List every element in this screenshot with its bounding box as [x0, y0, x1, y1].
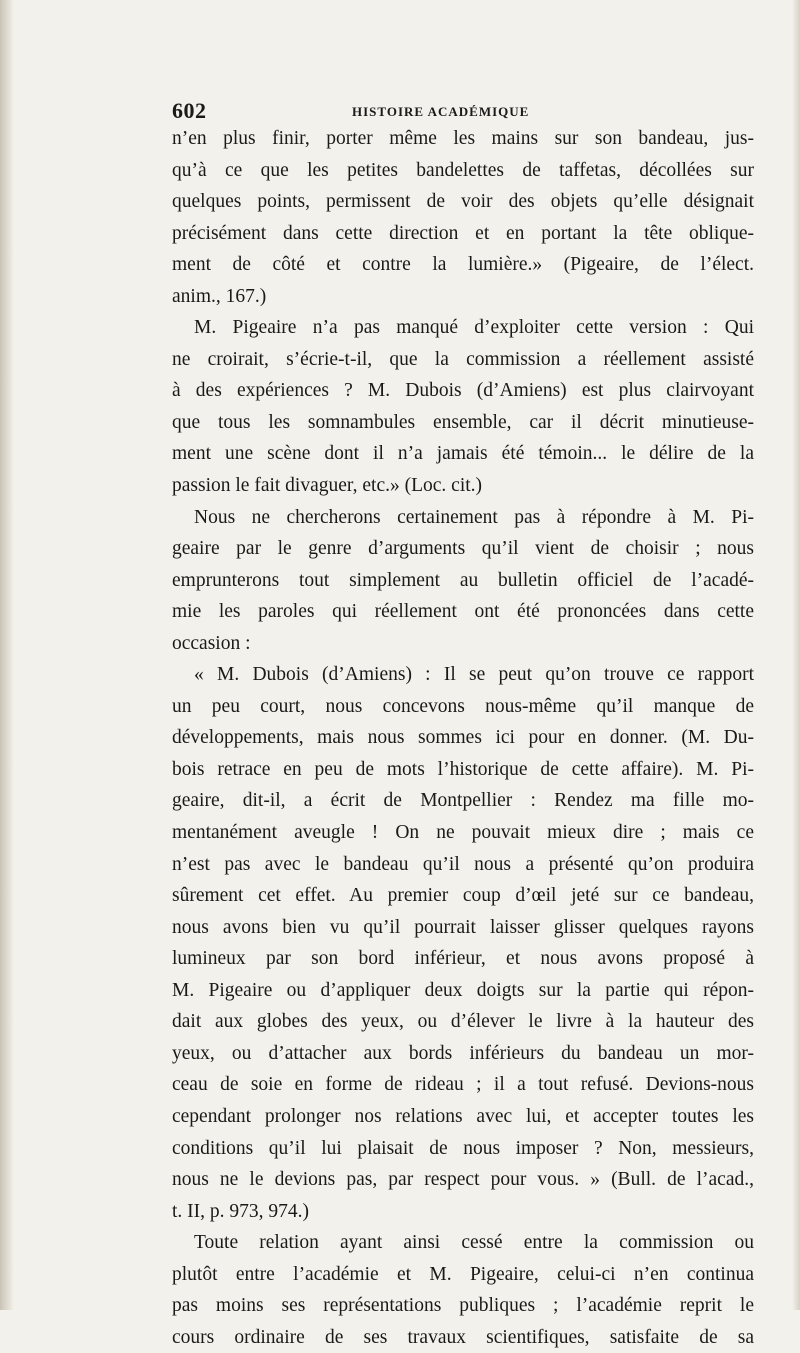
text-line: pas moins ses représentations publiques ; l’académie reprit le [172, 1295, 754, 1317]
text-line: geaire, dit-il, a écrit de Montpellier : Rendez ma fille mo- [172, 790, 754, 812]
text-line: mentanément aveugle ! On ne pouvait mieux dire ; mais ce [172, 822, 754, 844]
text-line: emprunterons tout simplement au bulletin officiel de l’acadé- [172, 569, 754, 591]
text-line: Nous ne chercherons certainement pas à répondre à M. Pi- [194, 506, 754, 528]
text-line: M. Pigeaire n’a pas manqué d’exploiter cette version : Qui [194, 317, 754, 339]
text-line: cependant prolonger nos relations avec lui, et accepter toutes les [172, 1105, 754, 1127]
text-line: ceau de soie en forme de rideau ; il a tout refusé. Devions-nous [172, 1074, 754, 1096]
text-line: ne croirait, s’écrie-t-il, que la commission a réellement assisté [172, 348, 754, 370]
running-head [0, 100, 800, 124]
text-line: plutôt entre l’académie et M. Pigeaire, celui-ci n’en continua [172, 1263, 754, 1285]
text-line: cours ordinaire de ses travaux scientifiques, satisfaite de sa [172, 1326, 754, 1348]
text-line: que tous les somnambules ensemble, car il décrit minutieuse- [172, 411, 754, 433]
text-line: t. II, p. 973, 974.) [172, 1200, 310, 1222]
text-line: sûrement cet effet. Au premier coup d’œil jeté sur ce bandeau, [172, 885, 754, 907]
text-line: précisément dans cette direction et en portant la tête oblique- [172, 222, 754, 244]
text-line: bois retrace en peu de mots l’historique de cette affaire). M. Pi- [172, 758, 754, 780]
text-line: anim., 167.) [172, 285, 267, 307]
page-number: 602 [172, 98, 207, 123]
page-edge-shadow [792, 0, 800, 1310]
text-line: occasion : [172, 632, 251, 654]
text-line: n’en plus finir, porter même les mains sur son bandeau, jus- [172, 128, 754, 149]
text-line: ment de côté et contre la lumière.» (Pigeaire, de l’élect. [172, 254, 754, 276]
text-line: « M. Dubois (d’Amiens) : Il se peut qu’on trouve ce rapport [194, 664, 754, 686]
text-line: conditions qu’il lui plaisait de nous imposer ? Non, messieurs, [172, 1137, 754, 1159]
text-line: lumineux par son bord inférieur, et nous avons proposé à [172, 948, 754, 970]
text-line: nous ne le devions pas, par respect pour vous. » (Bull. de l’acad., [172, 1169, 754, 1191]
body-text [172, 123, 754, 1353]
text-line: passion le fait divaguer, etc.» (Loc. cit.) [172, 475, 483, 497]
text-line: yeux, ou d’attacher aux bords inférieurs du bandeau un mor- [172, 1042, 754, 1064]
text-line: un peu court, nous concevons nous-même qu’il manque de [172, 695, 754, 717]
text-line: mie les paroles qui réellement ont été prononcées dans cette [172, 601, 754, 623]
text-line: Toute relation ayant ainsi cessé entre la commission ou [194, 1232, 754, 1254]
text-line: ment une scène dont il n’a jamais été témoin... le délire de la [172, 443, 754, 465]
text-line: nous avons bien vu qu’il pourrait laisser glisser quelques rayons [172, 916, 754, 938]
text-line: à des expériences ? M. Dubois (d’Amiens) est plus clairvoyant [172, 380, 754, 402]
text-line: développements, mais nous sommes ici pour en donner. (M. Du- [172, 727, 754, 749]
page-binding-shadow [0, 0, 14, 1310]
text-line: geaire par le genre d’arguments qu’il vient de choisir ; nous [172, 538, 754, 560]
running-title: HISTOIRE ACADÉMIQUE [352, 104, 530, 119]
text-line: quelques points, permissent de voir des objets qu’elle désignait [172, 191, 754, 213]
text-line: qu’à ce que les petites bandelettes de taffetas, décollées sur [172, 159, 754, 181]
text-line: n’est pas avec le bandeau qu’il nous a présenté qu’on produira [172, 853, 754, 875]
text-line: dait aux globes des yeux, ou d’élever le livre à la hauteur des [172, 1011, 754, 1033]
text-line: M. Pigeaire ou d’appliquer deux doigts sur la partie qui répon- [172, 979, 754, 1001]
